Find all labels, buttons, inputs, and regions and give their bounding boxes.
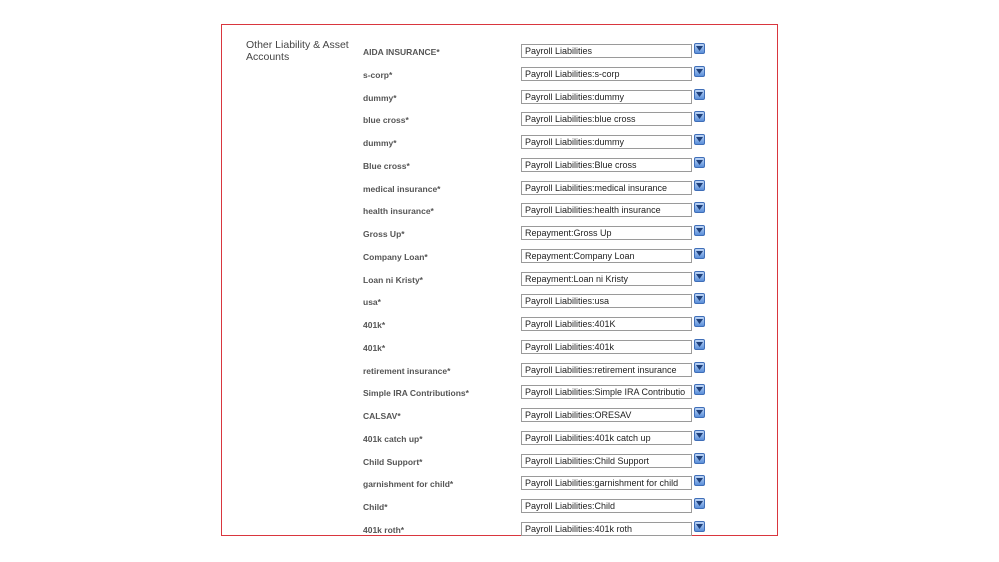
liability-accounts-panel xyxy=(221,24,778,536)
account-row xyxy=(222,90,777,110)
account-select[interactable]: Payroll Liabilities:Child xyxy=(521,499,692,513)
account-label: 401k* xyxy=(363,342,386,353)
chevron-down-icon[interactable] xyxy=(694,339,705,350)
account-row xyxy=(222,181,777,201)
account-select[interactable]: Payroll Liabilities:401k xyxy=(521,340,692,354)
account-label: Child* xyxy=(363,502,388,512)
account-select[interactable]: Payroll Liabilities:medical insurance xyxy=(521,181,692,195)
section-title: Other Liability & Asset Accounts xyxy=(246,39,349,63)
chevron-down-icon[interactable] xyxy=(694,271,705,282)
account-row xyxy=(222,340,777,360)
account-label: 401k catch up* xyxy=(363,433,423,444)
chevron-down-icon[interactable] xyxy=(694,89,705,100)
account-select[interactable]: Payroll Liabilities:garnishment for child xyxy=(521,476,692,490)
chevron-down-icon[interactable] xyxy=(694,498,705,509)
chevron-down-icon[interactable] xyxy=(694,248,705,259)
account-select[interactable]: Payroll Liabilities:usa xyxy=(521,294,692,308)
account-select[interactable]: Payroll Liabilities:retirement insurance xyxy=(521,363,692,377)
account-select[interactable]: Payroll Liabilities:Simple IRA Contributio xyxy=(521,385,692,399)
account-label: usa* xyxy=(363,297,381,308)
chevron-down-icon[interactable] xyxy=(694,225,705,236)
account-select[interactable]: Payroll Liabilities:health insurance xyxy=(521,203,692,217)
account-label: Company Loan* xyxy=(363,251,428,262)
chevron-down-icon[interactable] xyxy=(694,111,705,122)
account-label: garnishment for child* xyxy=(363,479,454,490)
account-select[interactable]: Repayment:Company Loan xyxy=(521,249,692,263)
account-label: Loan ni Kristy* xyxy=(363,274,423,285)
chevron-down-icon[interactable] xyxy=(694,384,705,395)
account-select[interactable]: Payroll Liabilities:Child Support xyxy=(521,454,692,468)
account-row xyxy=(222,158,777,178)
account-label: dummy* xyxy=(363,92,397,103)
account-select[interactable]: Payroll Liabilities:401K xyxy=(521,317,692,331)
account-row xyxy=(222,363,777,383)
account-label: 401k* xyxy=(363,320,386,330)
chevron-down-icon[interactable] xyxy=(694,180,705,191)
account-row xyxy=(222,522,777,542)
chevron-down-icon[interactable] xyxy=(694,430,705,441)
account-label: blue cross* xyxy=(363,115,409,126)
account-label: AIDA INSURANCE* xyxy=(363,47,440,57)
account-select[interactable]: Payroll Liabilities:dummy xyxy=(521,90,692,104)
account-row xyxy=(222,385,777,405)
account-select[interactable]: Payroll Liabilities:s-corp xyxy=(521,67,692,81)
account-label: CALSAV* xyxy=(363,411,401,421)
account-select[interactable]: Repayment:Loan ni Kristy xyxy=(521,272,692,286)
chevron-down-icon[interactable] xyxy=(694,66,705,77)
account-row xyxy=(222,294,777,314)
account-label: s-corp* xyxy=(363,69,393,80)
account-select[interactable]: Repayment:Gross Up xyxy=(521,226,692,240)
account-label: 401k roth* xyxy=(363,524,405,535)
account-row xyxy=(222,112,777,132)
account-select[interactable]: Payroll Liabilities:Blue cross xyxy=(521,158,692,172)
chevron-down-icon[interactable] xyxy=(694,134,705,145)
account-row xyxy=(222,135,777,155)
account-select[interactable]: Payroll Liabilities:401k roth xyxy=(521,522,692,536)
account-row xyxy=(222,249,777,269)
account-select[interactable]: Payroll Liabilities:dummy xyxy=(521,135,692,149)
account-row xyxy=(222,203,777,223)
chevron-down-icon[interactable] xyxy=(694,521,705,532)
account-row xyxy=(222,499,777,519)
chevron-down-icon[interactable] xyxy=(694,157,705,168)
account-row xyxy=(222,226,777,246)
account-row xyxy=(222,67,777,87)
account-row xyxy=(222,476,777,496)
account-label: dummy* xyxy=(363,138,397,148)
chevron-down-icon[interactable] xyxy=(694,316,705,327)
account-select[interactable]: Payroll Liabilities:blue cross xyxy=(521,112,692,126)
account-label: Simple IRA Contributions* xyxy=(363,388,469,399)
account-row xyxy=(222,317,777,337)
account-label: retirement insurance* xyxy=(363,365,451,376)
account-label: Gross Up* xyxy=(363,229,405,239)
account-label: Child Support* xyxy=(363,456,423,467)
chevron-down-icon[interactable] xyxy=(694,475,705,486)
account-label: Blue cross* xyxy=(363,160,410,171)
account-row xyxy=(222,272,777,292)
account-label: health insurance* xyxy=(363,206,434,217)
chevron-down-icon[interactable] xyxy=(694,407,705,418)
chevron-down-icon[interactable] xyxy=(694,202,705,213)
chevron-down-icon[interactable] xyxy=(694,293,705,304)
account-row xyxy=(222,431,777,451)
chevron-down-icon[interactable] xyxy=(694,453,705,464)
account-label: medical insurance* xyxy=(363,183,441,194)
account-select[interactable]: Payroll Liabilities:401k catch up xyxy=(521,431,692,445)
account-row xyxy=(222,408,777,428)
chevron-down-icon[interactable] xyxy=(694,43,705,54)
chevron-down-icon[interactable] xyxy=(694,362,705,373)
account-row xyxy=(222,454,777,474)
account-row xyxy=(222,44,777,64)
account-select[interactable]: Payroll Liabilities:ORESAV xyxy=(521,408,692,422)
account-select[interactable]: Payroll Liabilities xyxy=(521,44,692,58)
